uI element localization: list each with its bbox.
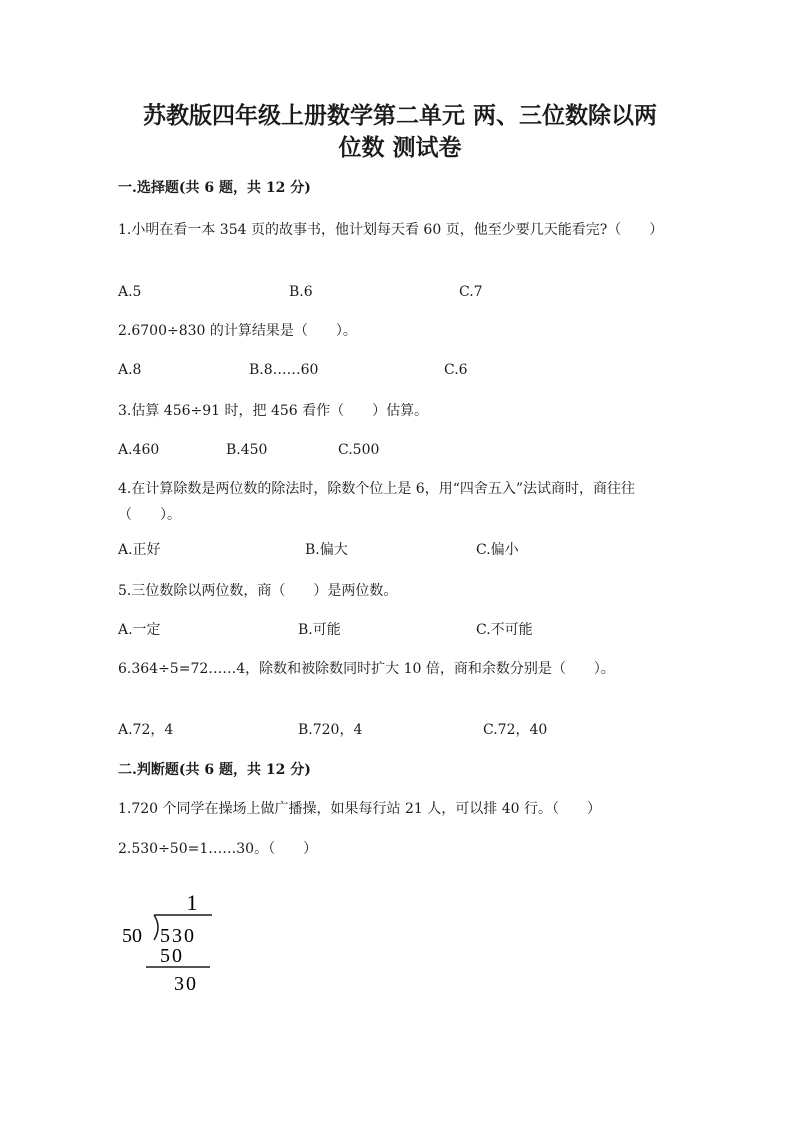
question-text: 1.小明在看一本 354 页的故事书，他计划每天看 60 页，他至少要几天能看完?（ ）	[118, 222, 664, 238]
question-text: 2.6700÷830 的计算结果是（ ）。	[118, 323, 357, 339]
section-heading-judge: 二.判断题(共 6 题，共 12 分)	[118, 762, 311, 778]
option-c: C.72，40	[483, 722, 548, 738]
option-a: A.72，4	[118, 722, 174, 738]
question-text: 2.530÷50=1……30。（ ）	[118, 841, 318, 857]
option-b: B.8……60	[249, 362, 319, 378]
option-c: C.7	[459, 284, 483, 300]
division-quotient: 1	[186, 890, 198, 915]
option-a: A.8	[118, 362, 142, 378]
division-product: 50	[160, 945, 184, 967]
division-divisor: 50	[122, 925, 142, 947]
question-text: 4.在计算除数是两位数的除法时，除数个位上是 6，用“四舍五入”法试商时，商往往（ ）。	[118, 481, 636, 523]
option-b: B.偏大	[305, 542, 348, 558]
question-text: 1.720 个同学在操场上做广播操，如果每行站 21 人，可以排 40 行。（ ）	[118, 801, 601, 817]
option-b: B.450	[226, 442, 268, 458]
page-title-line1: 苏教版四年级上册数学第二单元 两、三位数除以两	[142, 102, 657, 129]
question-text: 6.364÷5=72……4，除数和被除数同时扩大 10 倍，商和余数分别是（ ）。	[118, 661, 615, 677]
option-c: C.500	[338, 442, 380, 458]
option-b: B.720，4	[298, 722, 363, 738]
page-title-line2: 位数 测试卷	[338, 134, 462, 161]
division-bracket-curve	[154, 915, 158, 940]
option-a: A.正好	[118, 542, 161, 558]
option-c: C.6	[444, 362, 468, 378]
question-text: 5.三位数除以两位数，商（ ）是两位数。	[118, 583, 398, 599]
option-a: A.一定	[118, 622, 161, 638]
division-remainder: 30	[174, 973, 198, 995]
option-a: A.5	[118, 284, 142, 300]
option-a: A.460	[118, 442, 160, 458]
option-c: C.不可能	[476, 622, 533, 638]
long-division-figure	[110, 885, 220, 995]
option-c: C.偏小	[476, 542, 519, 558]
question-text: 3.估算 456÷91 时，把 456 看作（ ）估算。	[118, 403, 429, 419]
option-b: B.6	[289, 284, 313, 300]
option-b: B.可能	[298, 622, 341, 638]
section-heading-choice: 一.选择题(共 6 题，共 12 分)	[118, 180, 311, 196]
division-dividend: 530	[160, 925, 196, 947]
